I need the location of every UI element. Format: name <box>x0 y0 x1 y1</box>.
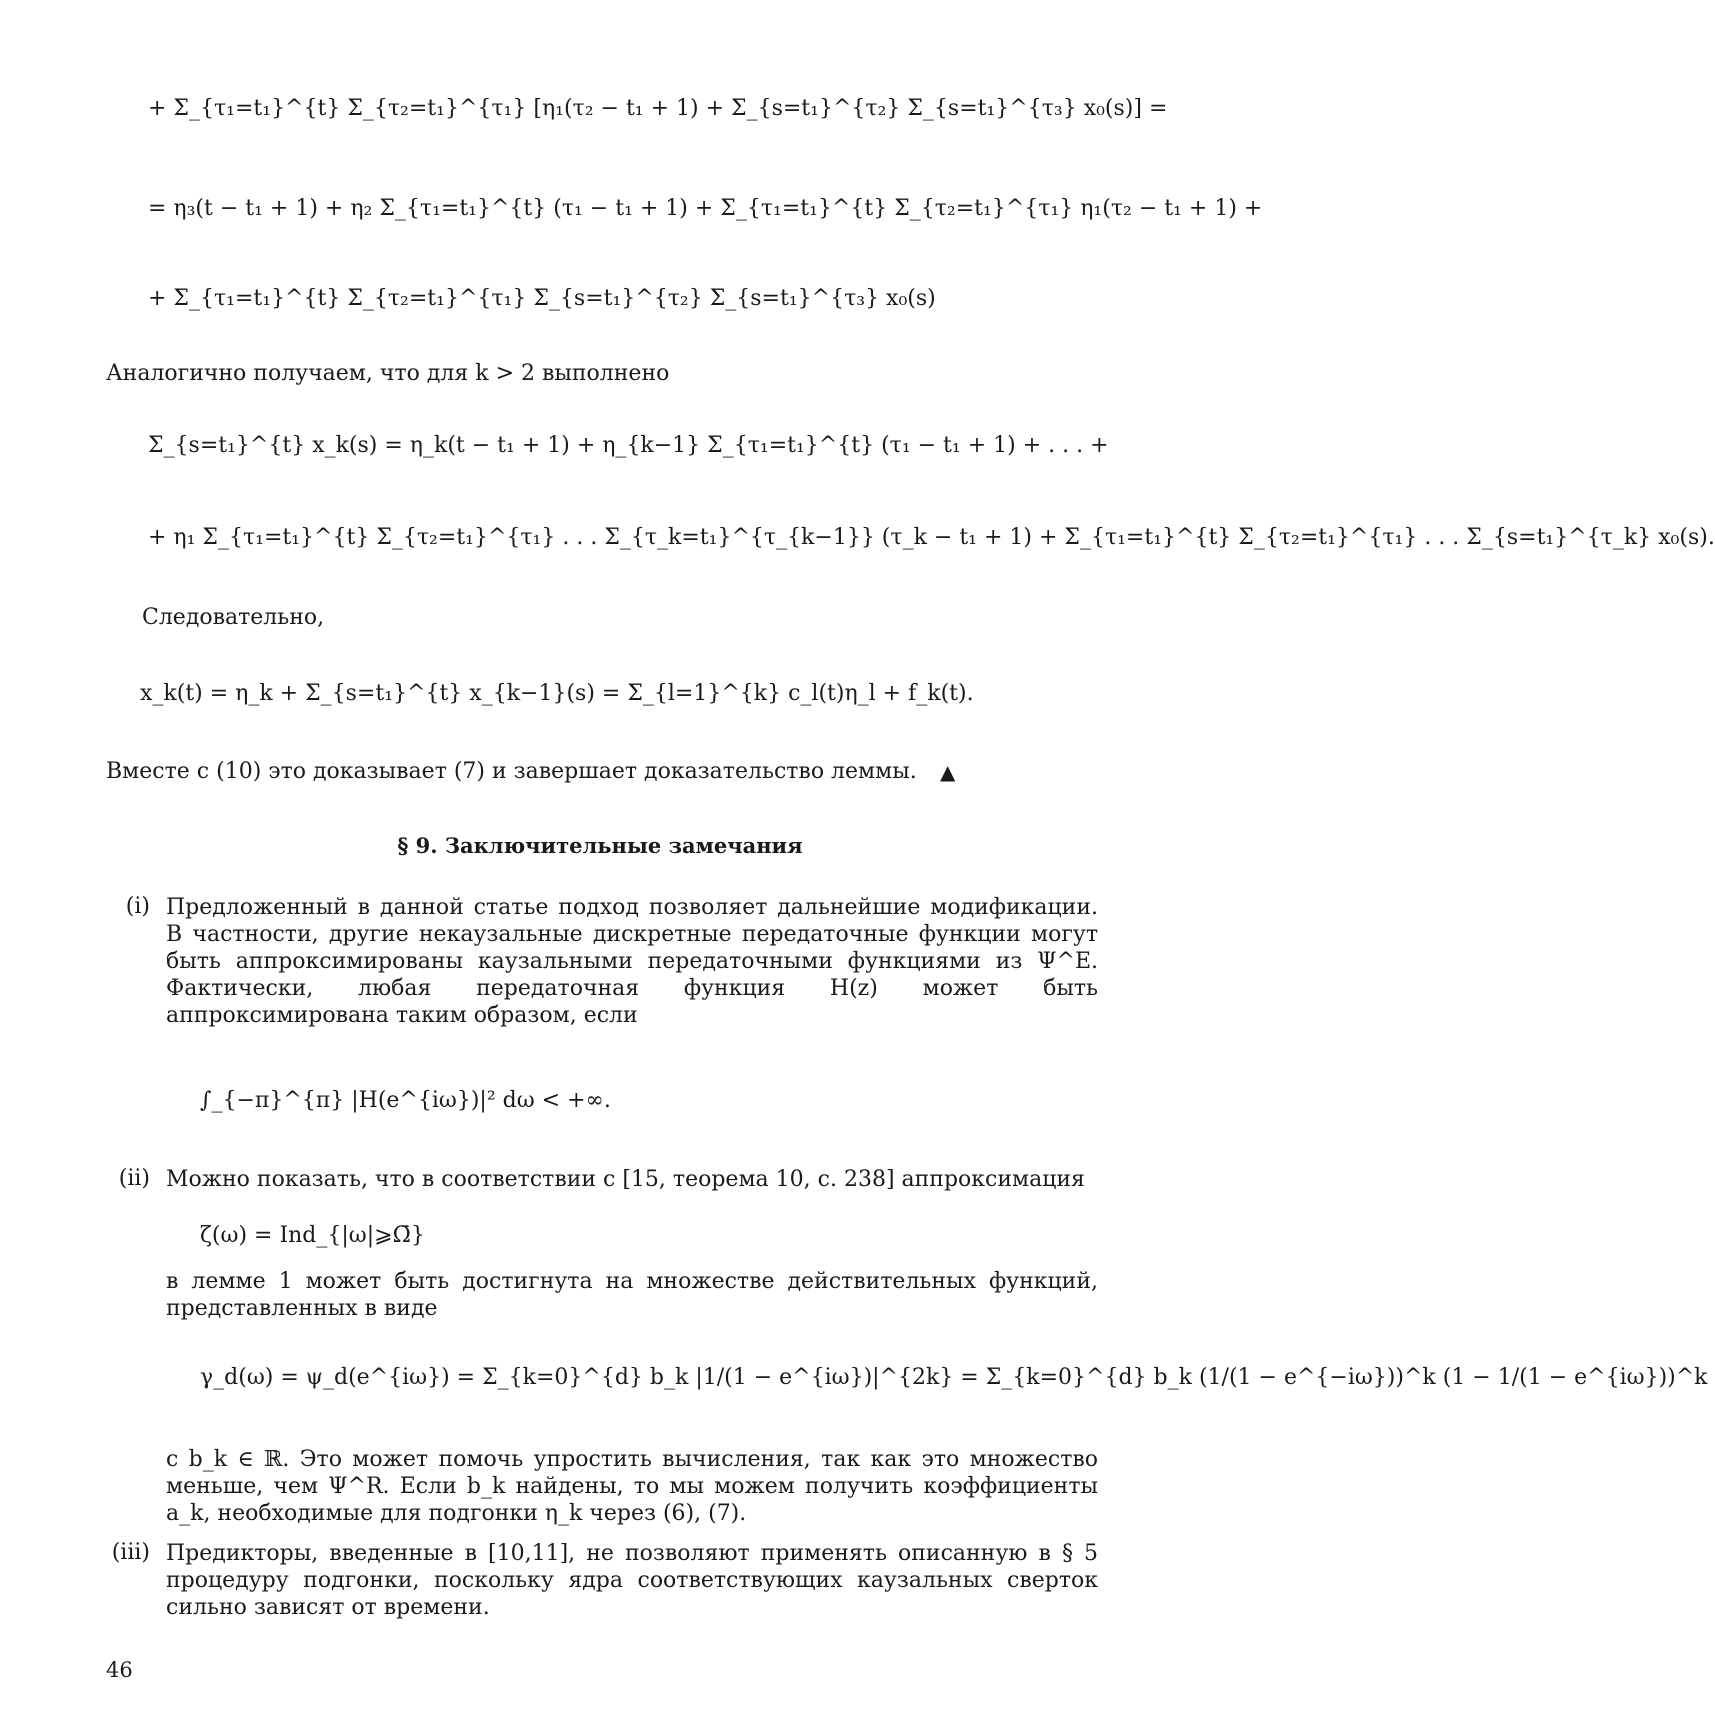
page-number: 46 <box>106 1658 133 1682</box>
equation-gamma: γ_d(ω) = ψ_d(e^{iω}) = Σ_{k=0}^{d} b_k |1/(1 − e^{iω})|^{2k} = Σ_{k=0}^{d} b_k (1/(1 − e^{−iω}))^k (1 − 1/(1 − e^{iω}))^k <box>200 1365 1708 1390</box>
equation-line-5: + η₁ Σ_{τ₁=t₁}^{t} Σ_{τ₂=t₁}^{τ₁} . . . Σ_{τ_k=t₁}^{τ_{k−1}} (τ_k − t₁ + 1) + Σ_{τ₁=t₁}^{t} Σ_{τ₂=t₁}^{τ₁} . . . Σ_{s=t₁}^{τ_k} x₀(s). <box>148 525 1715 550</box>
equation-zeta: ζ(ω) = Ind_{|ω|⩾Ω̄} <box>200 1223 425 1248</box>
equation-integral: ∫_{−π}^{π} |H(e^{iω})|² dω < +∞. <box>200 1088 611 1113</box>
item-ii-text: Можно показать, что в соответствии с [15, теорема 10, с. 238] аппроксимация <box>166 1167 1085 1192</box>
equation-line-6: x_k(t) = η_k + Σ_{s=t₁}^{t} x_{k−1}(s) = Σ_{l=1}^{k} c_l(t)η_l + f_k(t). <box>140 681 974 706</box>
equation-line-1: + Σ_{τ₁=t₁}^{t} Σ_{τ₂=t₁}^{τ₁} [η₁(τ₂ − t₁ + 1) + Σ_{s=t₁}^{τ₂} Σ_{s=t₁}^{τ₃} x₀(s)] = <box>148 96 1168 121</box>
item-ii-text3: с b_k ∈ ℝ. Это может помочь упростить вычисления, так как это множество меньше, чем Ψ^R. Если b_k найдены, то мы можем получить коэффициенты a_k, необходимые для подгонки η_k через (6), (7). <box>166 1447 1098 1526</box>
item-ii-label: (ii) <box>118 1166 150 1191</box>
item-i-label: (i) <box>125 894 150 919</box>
equation-line-3: + Σ_{τ₁=t₁}^{t} Σ_{τ₂=t₁}^{τ₁} Σ_{s=t₁}^{τ₂} Σ_{s=t₁}^{τ₃} x₀(s) <box>148 286 936 311</box>
item-iii-text: Предикторы, введенные в [10,11], не позволяют применять описанную в § 5 процедуру подгонки, поскольку ядра соответствующих каузальных сверток сильно зависят от времени. <box>166 1541 1098 1620</box>
equation-line-4: Σ_{s=t₁}^{t} x_k(s) = η_k(t − t₁ + 1) + η_{k−1} Σ_{τ₁=t₁}^{t} (τ₁ − t₁ + 1) + . . . + <box>148 433 1109 458</box>
item-i-text: Предложенный в данной статье подход позволяет дальнейшие модификации. В частности, другие некаузальные дискретные передаточные функции могут быть аппроксимированы каузальными передаточными функциями из Ψ^E. Фактически, любая передаточная функция H(z) может быть аппроксимирована таким образом, если <box>166 895 1098 1028</box>
text-similarly: Аналогично получаем, что для k > 2 выполнено <box>106 361 670 386</box>
section-heading: § 9. Заключительные замечания <box>397 833 803 858</box>
text-consequently: Следовательно, <box>142 605 325 630</box>
text-together: Вместе с (10) это доказывает (7) и завершает доказательство леммы. <box>106 759 917 784</box>
item-iii-label: (iii) <box>111 1540 150 1565</box>
equation-line-2: = η₃(t − t₁ + 1) + η₂ Σ_{τ₁=t₁}^{t} (τ₁ − t₁ + 1) + Σ_{τ₁=t₁}^{t} Σ_{τ₂=t₁}^{τ₁} η₁(τ₂ − t₁ + 1) + <box>148 196 1263 221</box>
item-ii-text2: в лемме 1 может быть достигнута на множестве действительных функций, представленных в виде <box>166 1269 1098 1321</box>
qed-icon: ▲ <box>940 760 956 784</box>
